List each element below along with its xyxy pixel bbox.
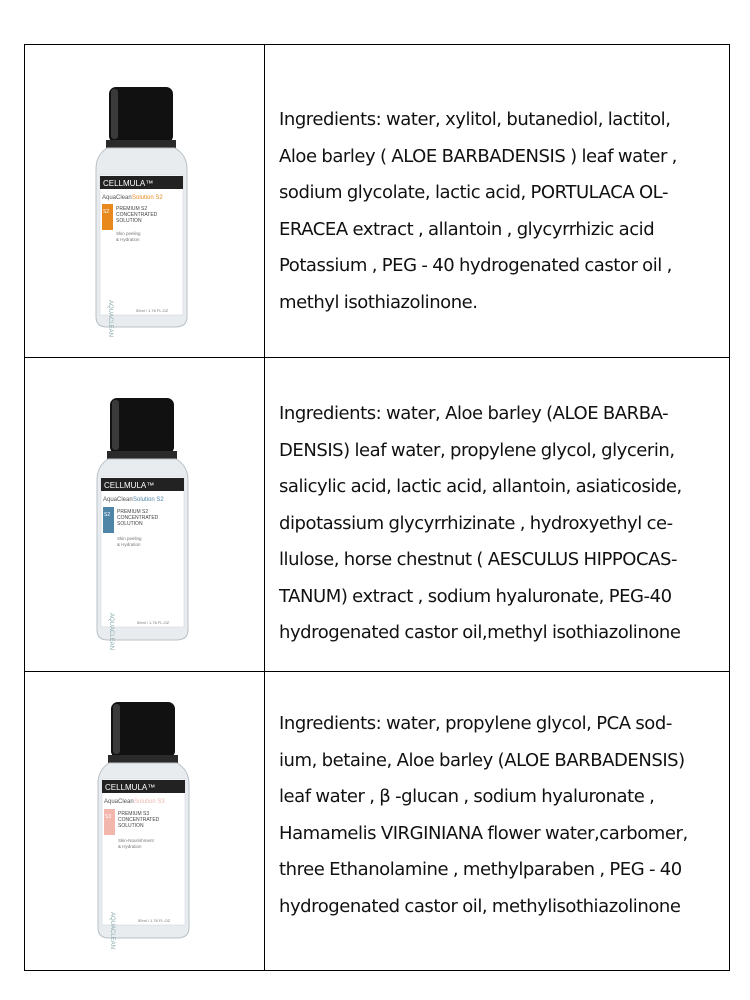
benefit-line: Skin peeling bbox=[117, 536, 142, 541]
vertical-logo: AQUACLEAN bbox=[107, 300, 113, 338]
badge-text: S2 bbox=[103, 209, 110, 215]
product-image-cell bbox=[25, 358, 265, 671]
ingredients-line: Ingredients: water, xylitol, butanediol, lactitol, bbox=[279, 109, 671, 130]
product-image-cell bbox=[25, 45, 265, 357]
benefit-line: Skin peeling bbox=[116, 231, 141, 236]
ingredients-line: Hamamelis VIRGINIANA flower water,carbomer, bbox=[279, 822, 688, 844]
volume-text: 50ml / 1.76 FL.OZ bbox=[136, 308, 169, 313]
label-line: CONCENTRATED bbox=[118, 817, 160, 823]
bottle-image bbox=[25, 672, 264, 970]
bottle-image bbox=[25, 45, 264, 358]
ingredients-line: leaf water , β -glucan , sodium hyaluronate , bbox=[279, 786, 655, 807]
ingredients-text bbox=[279, 102, 729, 321]
volume-text: 50ml / 1.76 FL.OZ bbox=[137, 620, 170, 625]
ingredients-cell bbox=[265, 358, 729, 671]
ingredients-line: salicylic acid, lactic acid, allantoin, asiaticoside, bbox=[279, 476, 682, 497]
ingredients-table bbox=[24, 44, 730, 971]
ingredients-line: DENSIS) leaf water, propylene glycol, glycerin, bbox=[279, 439, 675, 461]
label-line: CONCENTRATED bbox=[116, 212, 158, 218]
accent-badge bbox=[104, 809, 115, 835]
ingredients-line: Ingredients: water, Aloe barley (ALOE BARBA- bbox=[279, 403, 669, 424]
label-line: PREMIUM S3 bbox=[118, 811, 150, 817]
vertical-logo: AQUACLEAN bbox=[108, 613, 114, 651]
series-name: AquaClean bbox=[104, 799, 134, 805]
ingredients-cell bbox=[265, 45, 729, 357]
ingredients-line: dipotassium glycyrrhizinate , hydroxyethyl ce- bbox=[279, 512, 673, 534]
benefit-line: & Hydration bbox=[118, 844, 142, 849]
brand-name: CELLMULA™ bbox=[103, 179, 154, 188]
label-line: SOLUTION bbox=[117, 521, 143, 527]
product-image-cell bbox=[25, 672, 265, 970]
label-line: CONCENTRATED bbox=[117, 515, 159, 521]
benefit-line: & Hydration bbox=[116, 237, 140, 242]
solution-name: Solution S3 bbox=[134, 799, 165, 805]
ingredients-cell bbox=[265, 672, 729, 970]
series-name: AquaClean bbox=[103, 497, 133, 503]
bottle-image bbox=[25, 358, 264, 672]
bottle-cap bbox=[109, 87, 173, 143]
label-line: PREMIUM S2 bbox=[117, 509, 149, 515]
ingredients-line: TANUM) extract , sodium hyaluronate, PEG-40 bbox=[279, 585, 672, 607]
ingredients-line: Potassium , PEG - 40 hydrogenated castor oil , bbox=[279, 255, 672, 276]
label-line: PREMIUM S2 bbox=[116, 206, 148, 212]
label-line: SOLUTION bbox=[116, 218, 142, 224]
vertical-logo: AQUACLEAN bbox=[109, 912, 115, 950]
ingredients-line: ium, betaine, Aloe barley (ALOE BARBADENSIS) bbox=[279, 749, 685, 771]
bottle-cap bbox=[110, 398, 174, 454]
ingredients-line: ERACEA extract , allantoin , glycyrrhizic acid bbox=[279, 218, 655, 240]
table-row bbox=[25, 45, 729, 358]
series-name: AquaClean bbox=[102, 195, 132, 201]
label-line: SOLUTION bbox=[118, 823, 144, 829]
solution-name: Solution S2 bbox=[133, 497, 164, 503]
brand-name: CELLMULA™ bbox=[104, 481, 155, 490]
ingredients-text bbox=[279, 396, 729, 652]
brand-name: CELLMULA™ bbox=[105, 783, 156, 792]
ingredients-text bbox=[279, 706, 729, 925]
badge-text: S2 bbox=[104, 512, 111, 518]
accent-badge bbox=[103, 507, 114, 533]
accent-badge bbox=[102, 204, 113, 230]
table-row bbox=[25, 672, 729, 970]
benefit-line: Skin-Nourishment bbox=[118, 838, 154, 843]
volume-text: 50ml / 1.76 FL.OZ bbox=[138, 918, 171, 923]
ingredients-line: Aloe barley ( ALOE BARBADENSIS ) leaf water , bbox=[279, 145, 677, 167]
badge-text: S3 bbox=[105, 814, 112, 820]
ingredients-line: Ingredients: water, propylene glycol, PCA sod- bbox=[279, 713, 672, 734]
solution-name: Solution S2 bbox=[132, 195, 163, 201]
table-row bbox=[25, 358, 729, 672]
bottle-cap bbox=[111, 702, 175, 758]
benefit-line: & Hydration bbox=[117, 542, 141, 547]
ingredients-line: sodium glycolate, lactic acid, PORTULACA OL- bbox=[279, 182, 668, 203]
ingredients-line: methyl isothiazolinone. bbox=[279, 291, 478, 313]
ingredients-line: llulose, horse chestnut ( AESCULUS HIPPOCAS- bbox=[279, 549, 678, 570]
ingredients-line: three Ethanolamine , methylparaben , PEG - 40 bbox=[279, 859, 682, 880]
ingredients-line: hydrogenated castor oil,methyl isothiazolinone bbox=[279, 622, 681, 643]
ingredients-line: hydrogenated castor oil, methylisothiazolinone bbox=[279, 895, 681, 917]
